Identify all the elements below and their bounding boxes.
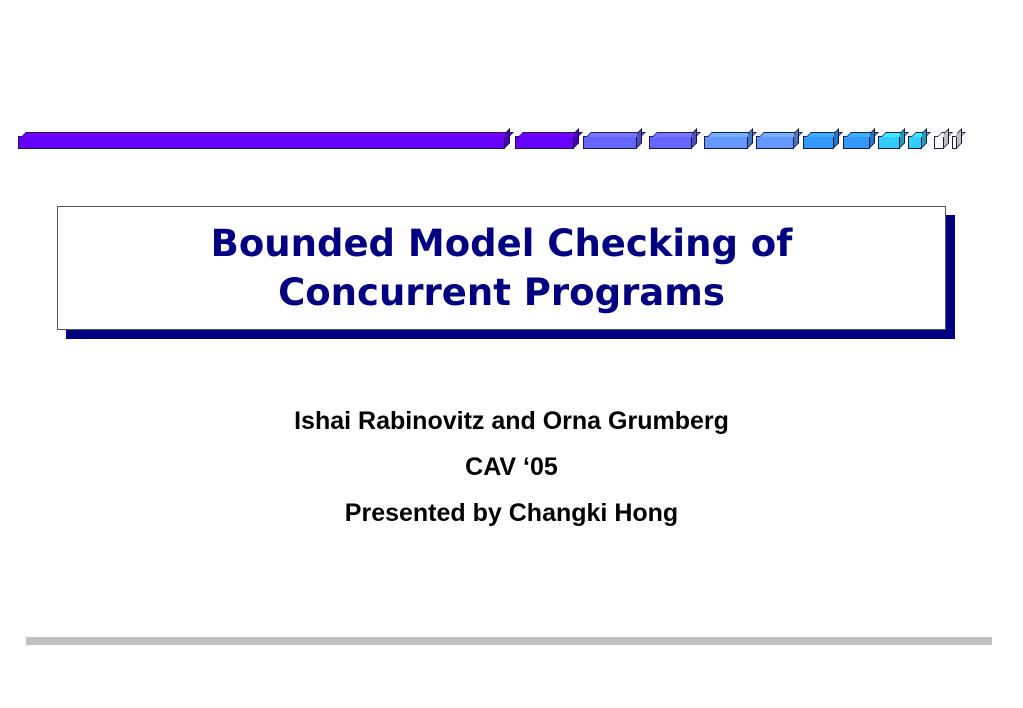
decorative-block-2: [515, 136, 574, 149]
venue-line: CAV ‘05: [465, 453, 558, 481]
decorative-block-12: [952, 136, 957, 149]
title-box: [57, 206, 946, 330]
decorative-block-10: [908, 136, 922, 149]
slide-title: [211, 219, 793, 317]
decorative-bar-strip: [0, 0, 1023, 200]
decorative-block-3: [583, 136, 637, 149]
decorative-block-6: [756, 136, 794, 149]
decorative-block-11: [934, 136, 944, 149]
decorative-block-4: [649, 136, 692, 149]
slide-title-line-1: Bounded Model Checking of: [210, 222, 793, 265]
decorative-block-7: [803, 136, 834, 149]
slide-subtitle: [0, 398, 1023, 536]
presenter-line: Presented by Changki Hong: [344, 499, 679, 527]
decorative-block-8: [843, 136, 870, 149]
slide-title-line-2: Concurrent Programs: [278, 271, 725, 314]
decorative-block-5: [704, 136, 748, 149]
footer-divider: [26, 637, 992, 645]
authors-line: Ishai Rabinovitz and Orna Grumberg: [294, 407, 729, 435]
decorative-block-1: [18, 136, 505, 149]
decorative-block-9: [878, 136, 900, 149]
